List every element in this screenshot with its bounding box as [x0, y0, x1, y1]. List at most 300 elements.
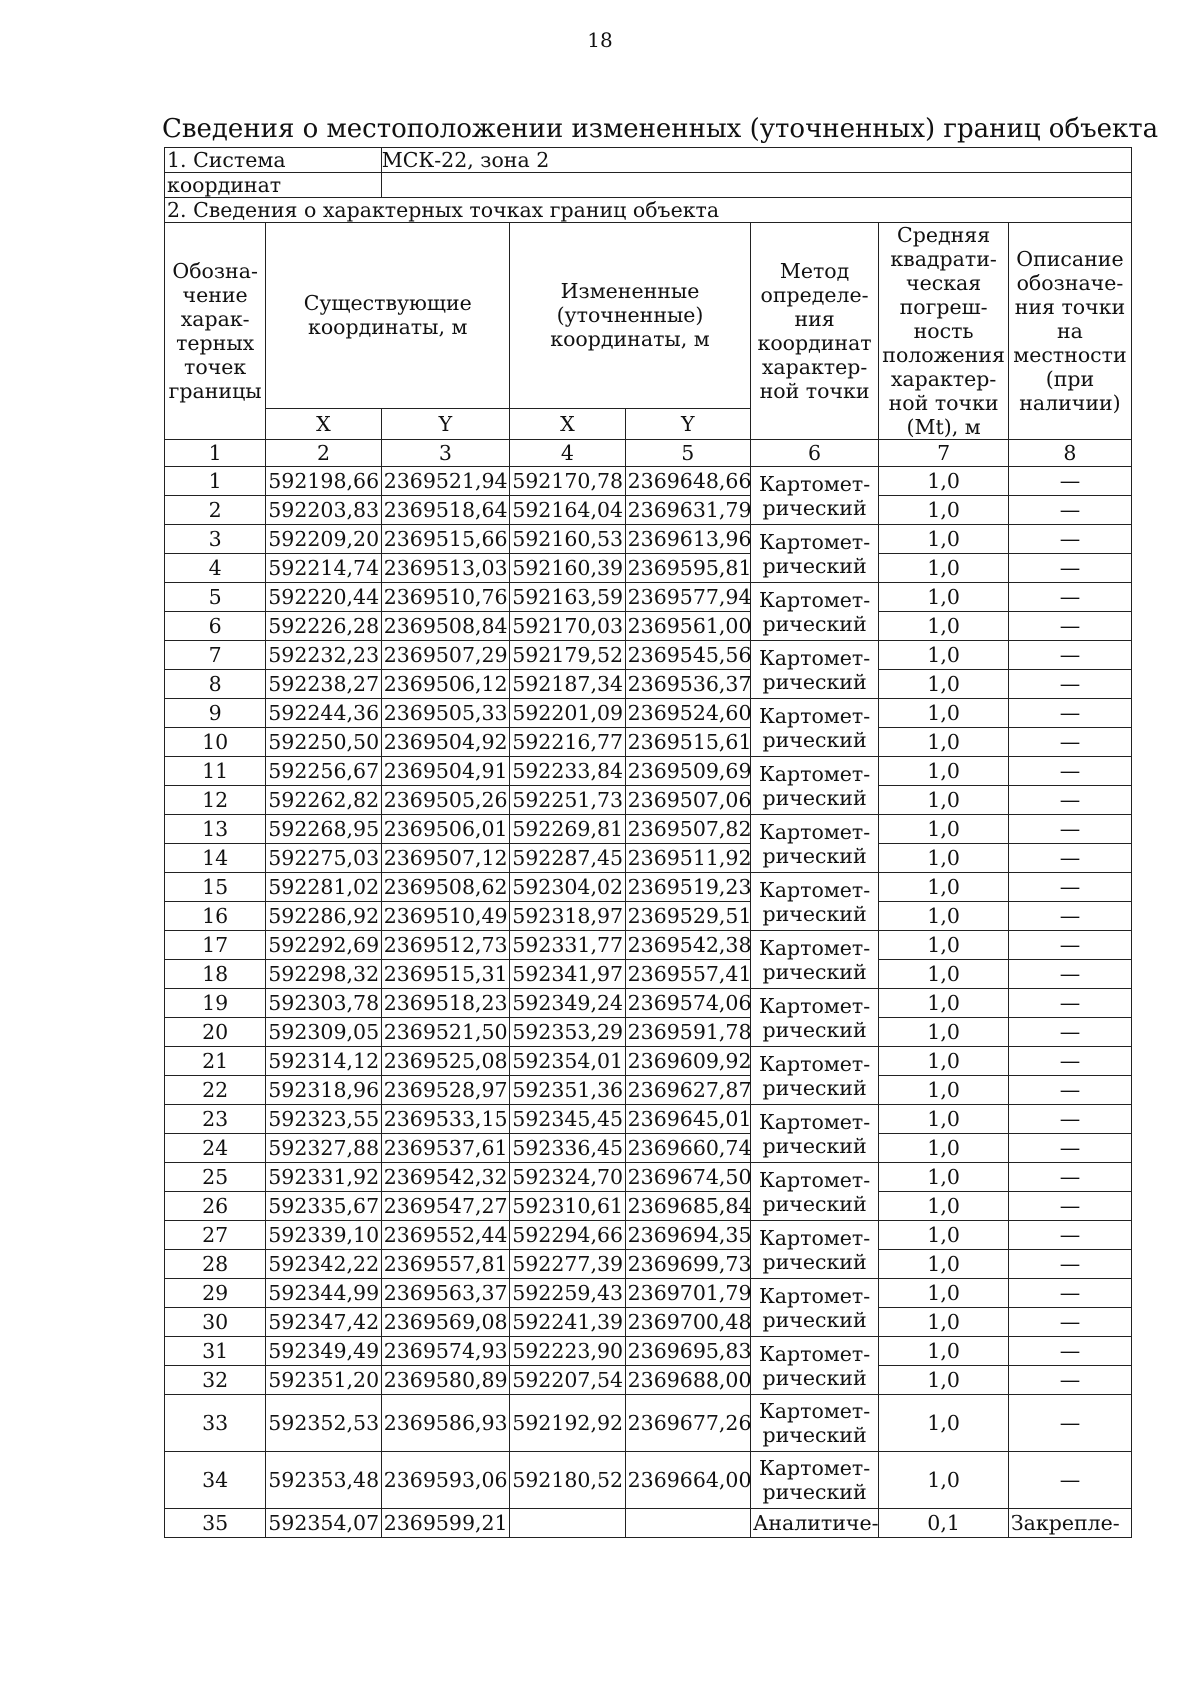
- mean-error: 1,0: [879, 757, 1009, 786]
- changed-x: 592192,92: [510, 1395, 625, 1452]
- mean-error: 1,0: [879, 1076, 1009, 1105]
- existing-x: 592203,83: [266, 496, 381, 525]
- table-row: [165, 844, 1132, 873]
- existing-y: 2369506,12: [381, 670, 509, 699]
- changed-y: 2369701,79: [625, 1279, 750, 1308]
- existing-y: 2369504,92: [381, 728, 509, 757]
- point-number: 22: [165, 1076, 266, 1105]
- existing-x: 592256,67: [266, 757, 381, 786]
- existing-x: 592198,66: [266, 467, 381, 496]
- mean-error: 1,0: [879, 902, 1009, 931]
- changed-y: 2369515,61: [625, 728, 750, 757]
- method-line-2: рический: [762, 1075, 867, 1100]
- mean-error: 1,0: [879, 467, 1009, 496]
- method-cell: [750, 757, 878, 815]
- mean-error: 1,0: [879, 844, 1009, 873]
- changed-x: 592277,39: [510, 1250, 625, 1279]
- point-number: 8: [165, 670, 266, 699]
- table-row: [165, 1134, 1132, 1163]
- mean-error: 1,0: [879, 1395, 1009, 1452]
- point-number: 10: [165, 728, 266, 757]
- method-line-2: рический: [762, 1133, 867, 1158]
- table-row: [165, 1337, 1132, 1366]
- existing-x: 592250,50: [266, 728, 381, 757]
- method-cell: [750, 583, 878, 641]
- existing-y: 2369580,89: [381, 1366, 509, 1395]
- coordinate-system-label: 1. Система: [165, 148, 382, 173]
- method-cell: [750, 873, 878, 931]
- method-line-1: Картомет-: [758, 877, 871, 902]
- description: —: [1008, 1221, 1131, 1250]
- existing-x: 592303,78: [266, 989, 381, 1018]
- changed-y: 2369694,35: [625, 1221, 750, 1250]
- point-number: 19: [165, 989, 266, 1018]
- description: —: [1008, 1076, 1131, 1105]
- description: —: [1008, 1452, 1131, 1509]
- existing-y: 2369506,01: [381, 815, 509, 844]
- point-number: 26: [165, 1192, 266, 1221]
- point-number: 23: [165, 1105, 266, 1134]
- mean-error: 1,0: [879, 1163, 1009, 1192]
- existing-x: 592354,07: [266, 1509, 381, 1538]
- method-line-2: рический: [762, 611, 867, 636]
- mean-error: 1,0: [879, 989, 1009, 1018]
- changed-x: 592259,43: [510, 1279, 625, 1308]
- method-line-1: Картомет-: [758, 1399, 871, 1423]
- mean-error: 1,0: [879, 641, 1009, 670]
- method-line-2: рический: [762, 1480, 867, 1504]
- existing-x: 592232,23: [266, 641, 381, 670]
- existing-x: 592220,44: [266, 583, 381, 612]
- section-2-heading: 2. Сведения о характерных точках границ объекта: [165, 198, 1132, 223]
- changed-x: 592233,84: [510, 757, 625, 786]
- description: —: [1008, 1279, 1131, 1308]
- changed-x: 592336,45: [510, 1134, 625, 1163]
- mean-error: 1,0: [879, 496, 1009, 525]
- changed-x: 592251,73: [510, 786, 625, 815]
- method-line-1: Картомет-: [758, 703, 871, 728]
- description: —: [1008, 496, 1131, 525]
- description: —: [1008, 960, 1131, 989]
- changed-y: 2369509,69: [625, 757, 750, 786]
- existing-x: 592286,92: [266, 902, 381, 931]
- header-method: Метод определе- ния координат характер- ной точки: [750, 223, 878, 440]
- changed-y: 2369519,23: [625, 873, 750, 902]
- existing-y: 2369505,26: [381, 786, 509, 815]
- point-number: 16: [165, 902, 266, 931]
- table-row: [165, 873, 1132, 902]
- point-number: 15: [165, 873, 266, 902]
- point-number: 4: [165, 554, 266, 583]
- changed-x: 592318,97: [510, 902, 625, 931]
- point-number: 12: [165, 786, 266, 815]
- existing-y: 2369533,15: [381, 1105, 509, 1134]
- method-cell: Аналитиче-: [750, 1509, 878, 1538]
- table-row: [165, 902, 1132, 931]
- coordinate-system-value: МСК-22, зона 2: [381, 148, 1131, 173]
- existing-y: 2369510,76: [381, 583, 509, 612]
- table-row: [165, 1163, 1132, 1192]
- method-cell: [750, 641, 878, 699]
- table-row: [165, 525, 1132, 554]
- existing-x: 592349,49: [266, 1337, 381, 1366]
- changed-x: 592223,90: [510, 1337, 625, 1366]
- point-number: 30: [165, 1308, 266, 1337]
- changed-y: 2369511,92: [625, 844, 750, 873]
- existing-y: 2369574,93: [381, 1337, 509, 1366]
- method-line-2: рический: [762, 495, 867, 520]
- existing-x: 592344,99: [266, 1279, 381, 1308]
- existing-x: 592238,27: [266, 670, 381, 699]
- changed-x: 592351,36: [510, 1076, 625, 1105]
- description: —: [1008, 989, 1131, 1018]
- mean-error: 1,0: [879, 1047, 1009, 1076]
- method-line-1: Картомет-: [758, 1283, 871, 1308]
- existing-x: 592339,10: [266, 1221, 381, 1250]
- description: —: [1008, 554, 1131, 583]
- method-cell: [750, 1395, 878, 1452]
- header-mean-error: Средняя квадрати- ческая погреш- ность положения характер- ной точки (Mt), м: [879, 223, 1009, 440]
- method-cell: [750, 1047, 878, 1105]
- point-number: 34: [165, 1452, 266, 1509]
- table-row: [165, 989, 1132, 1018]
- header-existing-coordinates: Существующие координаты, м: [266, 223, 510, 409]
- method-line-1: Картомет-: [758, 587, 871, 612]
- method-line-2: рический: [762, 1191, 867, 1216]
- changed-y: 2369645,01: [625, 1105, 750, 1134]
- existing-x: 592353,48: [266, 1452, 381, 1509]
- existing-x: 592268,95: [266, 815, 381, 844]
- method-line-1: Картомет-: [758, 1341, 871, 1366]
- existing-x: 592309,05: [266, 1018, 381, 1047]
- changed-x: 592163,59: [510, 583, 625, 612]
- mean-error: 1,0: [879, 1337, 1009, 1366]
- existing-y: 2369547,27: [381, 1192, 509, 1221]
- method-line-1: Картомет-: [758, 935, 871, 960]
- description: —: [1008, 699, 1131, 728]
- point-number: 5: [165, 583, 266, 612]
- mean-error: 1,0: [879, 1366, 1009, 1395]
- method-cell: [750, 1163, 878, 1221]
- mean-error: 1,0: [879, 728, 1009, 757]
- existing-x: 592275,03: [266, 844, 381, 873]
- changed-y: 2369648,66: [625, 467, 750, 496]
- description: —: [1008, 641, 1131, 670]
- changed-y: 2369660,74: [625, 1134, 750, 1163]
- changed-x: 592310,61: [510, 1192, 625, 1221]
- boundary-points-table: [164, 147, 1132, 1538]
- changed-x: 592180,52: [510, 1452, 625, 1509]
- table-row: [165, 786, 1132, 815]
- point-number: 13: [165, 815, 266, 844]
- existing-x: 592335,67: [266, 1192, 381, 1221]
- description: —: [1008, 670, 1131, 699]
- changed-x: 592160,53: [510, 525, 625, 554]
- method-line-1: Картомет-: [758, 1167, 871, 1192]
- header-existing-y: Y: [381, 408, 509, 439]
- changed-x: 592349,24: [510, 989, 625, 1018]
- mean-error: 1,0: [879, 1134, 1009, 1163]
- table-row: [165, 728, 1132, 757]
- existing-x: 592352,53: [266, 1395, 381, 1452]
- changed-x: 592353,29: [510, 1018, 625, 1047]
- changed-y: [625, 1509, 750, 1538]
- table-row: [165, 815, 1132, 844]
- method-cell: [750, 525, 878, 583]
- existing-y: 2369508,84: [381, 612, 509, 641]
- point-number: 1: [165, 467, 266, 496]
- point-number: 9: [165, 699, 266, 728]
- point-number: 6: [165, 612, 266, 641]
- changed-x: 592331,77: [510, 931, 625, 960]
- description: —: [1008, 583, 1131, 612]
- description: —: [1008, 1018, 1131, 1047]
- method-line-1: Картомет-: [758, 761, 871, 786]
- existing-x: 592318,96: [266, 1076, 381, 1105]
- point-number: 25: [165, 1163, 266, 1192]
- method-line-2: рический: [762, 727, 867, 752]
- method-line-2: рический: [762, 901, 867, 926]
- method-line-1: Картомет-: [758, 1456, 871, 1480]
- description: —: [1008, 815, 1131, 844]
- existing-x: 592323,55: [266, 1105, 381, 1134]
- existing-y: 2369521,94: [381, 467, 509, 496]
- method-line-1: Картомет-: [758, 1051, 871, 1076]
- existing-y: 2369507,29: [381, 641, 509, 670]
- existing-y: 2369569,08: [381, 1308, 509, 1337]
- mean-error: 1,0: [879, 525, 1009, 554]
- changed-x: 592187,34: [510, 670, 625, 699]
- changed-x: 592160,39: [510, 554, 625, 583]
- changed-x: 592164,04: [510, 496, 625, 525]
- method-cell: [750, 1105, 878, 1163]
- description: —: [1008, 1366, 1131, 1395]
- table-row: [165, 641, 1132, 670]
- point-number: 32: [165, 1366, 266, 1395]
- method-line-2: рический: [762, 1307, 867, 1332]
- changed-y: 2369524,60: [625, 699, 750, 728]
- table-row: [165, 554, 1132, 583]
- changed-y: 2369664,00: [625, 1452, 750, 1509]
- description: —: [1008, 902, 1131, 931]
- description: —: [1008, 786, 1131, 815]
- existing-y: 2369542,32: [381, 1163, 509, 1192]
- changed-x: [510, 1509, 625, 1538]
- existing-x: 592244,36: [266, 699, 381, 728]
- changed-x: 592201,09: [510, 699, 625, 728]
- header-description: Описание обозначе- ния точки на местности (при наличии): [1008, 223, 1131, 440]
- header-changed-y: Y: [625, 408, 750, 439]
- changed-x: 592341,97: [510, 960, 625, 989]
- mean-error: 1,0: [879, 815, 1009, 844]
- existing-x: 592342,22: [266, 1250, 381, 1279]
- point-number: 28: [165, 1250, 266, 1279]
- changed-y: 2369557,41: [625, 960, 750, 989]
- existing-y: 2369528,97: [381, 1076, 509, 1105]
- method-cell: [750, 1279, 878, 1337]
- table-row: [165, 583, 1132, 612]
- table-row: [165, 467, 1132, 496]
- point-number: 35: [165, 1509, 266, 1538]
- mean-error: 1,0: [879, 960, 1009, 989]
- point-number: 20: [165, 1018, 266, 1047]
- document-title: Сведения о местоположении измененных (уточненных) границ объекта: [162, 114, 1159, 144]
- existing-x: 592281,02: [266, 873, 381, 902]
- method-line-1: Картомет-: [758, 993, 871, 1018]
- description: —: [1008, 1192, 1131, 1221]
- existing-y: 2369510,49: [381, 902, 509, 931]
- method-line-1: Картомет-: [758, 645, 871, 670]
- mean-error: 1,0: [879, 1308, 1009, 1337]
- changed-x: 592287,45: [510, 844, 625, 873]
- mean-error: 1,0: [879, 1279, 1009, 1308]
- table-row: [165, 1395, 1132, 1452]
- changed-y: 2369609,92: [625, 1047, 750, 1076]
- description: —: [1008, 873, 1131, 902]
- description: —: [1008, 1134, 1131, 1163]
- table-row: [165, 1221, 1132, 1250]
- table-row: [165, 1076, 1132, 1105]
- point-number: 2: [165, 496, 266, 525]
- mean-error: 1,0: [879, 786, 1009, 815]
- existing-y: 2369518,23: [381, 989, 509, 1018]
- method-line-1: Картомет-: [758, 471, 871, 496]
- existing-x: 592226,28: [266, 612, 381, 641]
- existing-y: 2369518,64: [381, 496, 509, 525]
- existing-y: 2369504,91: [381, 757, 509, 786]
- mean-error: 1,0: [879, 670, 1009, 699]
- existing-x: 592209,20: [266, 525, 381, 554]
- point-number: 18: [165, 960, 266, 989]
- point-number: 11: [165, 757, 266, 786]
- mean-error: 1,0: [879, 699, 1009, 728]
- changed-x: 592170,78: [510, 467, 625, 496]
- table-row: [165, 612, 1132, 641]
- changed-y: 2369542,38: [625, 931, 750, 960]
- changed-x: 592354,01: [510, 1047, 625, 1076]
- table-row: [165, 1250, 1132, 1279]
- method-line-2: рический: [762, 669, 867, 694]
- point-number: 24: [165, 1134, 266, 1163]
- changed-x: 592269,81: [510, 815, 625, 844]
- mean-error: 1,0: [879, 1018, 1009, 1047]
- existing-y: 2369505,33: [381, 699, 509, 728]
- changed-x: 592179,52: [510, 641, 625, 670]
- changed-x: 592216,77: [510, 728, 625, 757]
- description: —: [1008, 1337, 1131, 1366]
- changed-y: 2369627,87: [625, 1076, 750, 1105]
- point-number: 27: [165, 1221, 266, 1250]
- table-row: [165, 1047, 1132, 1076]
- existing-x: 592262,82: [266, 786, 381, 815]
- point-number: 31: [165, 1337, 266, 1366]
- changed-y: 2369699,73: [625, 1250, 750, 1279]
- description: —: [1008, 1250, 1131, 1279]
- description: —: [1008, 1105, 1131, 1134]
- point-number: 33: [165, 1395, 266, 1452]
- changed-x: 592241,39: [510, 1308, 625, 1337]
- header-existing-x: X: [266, 408, 381, 439]
- changed-y: 2369561,00: [625, 612, 750, 641]
- changed-y: 2369577,94: [625, 583, 750, 612]
- method-cell: [750, 699, 878, 757]
- description: —: [1008, 1395, 1131, 1452]
- table-row: [165, 960, 1132, 989]
- existing-y: 2369586,93: [381, 1395, 509, 1452]
- mean-error: 0,1: [879, 1509, 1009, 1538]
- method-line-1: Картомет-: [758, 819, 871, 844]
- point-number: 17: [165, 931, 266, 960]
- method-cell: [750, 1337, 878, 1395]
- table-row: [165, 1018, 1132, 1047]
- table-row: [165, 1509, 1132, 1538]
- mean-error: 1,0: [879, 1221, 1009, 1250]
- existing-y: 2369515,31: [381, 960, 509, 989]
- description: —: [1008, 757, 1131, 786]
- point-number: 3: [165, 525, 266, 554]
- changed-x: 592170,03: [510, 612, 625, 641]
- description: —: [1008, 931, 1131, 960]
- existing-y: 2369512,73: [381, 931, 509, 960]
- point-number: 7: [165, 641, 266, 670]
- description: —: [1008, 1308, 1131, 1337]
- existing-y: 2369563,37: [381, 1279, 509, 1308]
- method-line-2: рический: [762, 1249, 867, 1274]
- description: —: [1008, 844, 1131, 873]
- changed-x: 592207,54: [510, 1366, 625, 1395]
- mean-error: 1,0: [879, 931, 1009, 960]
- changed-y: 2369536,37: [625, 670, 750, 699]
- table-row: [165, 496, 1132, 525]
- existing-y: 2369593,06: [381, 1452, 509, 1509]
- table-row: [165, 1366, 1132, 1395]
- changed-y: 2369574,06: [625, 989, 750, 1018]
- method-cell: [750, 1452, 878, 1509]
- method-cell: [750, 815, 878, 873]
- method-line-2: рический: [762, 959, 867, 984]
- existing-x: 592351,20: [266, 1366, 381, 1395]
- table-row: [165, 1308, 1132, 1337]
- changed-x: 592345,45: [510, 1105, 625, 1134]
- mean-error: 1,0: [879, 583, 1009, 612]
- method-line-1: Картомет-: [758, 529, 871, 554]
- method-cell: [750, 989, 878, 1047]
- changed-y: 2369685,84: [625, 1192, 750, 1221]
- existing-y: 2369515,66: [381, 525, 509, 554]
- changed-y: 2369631,79: [625, 496, 750, 525]
- existing-y: 2369513,03: [381, 554, 509, 583]
- table-row: [165, 1105, 1132, 1134]
- changed-y: 2369688,00: [625, 1366, 750, 1395]
- description: Закрепле-: [1008, 1509, 1131, 1538]
- existing-y: 2369521,50: [381, 1018, 509, 1047]
- changed-y: 2369545,56: [625, 641, 750, 670]
- header-changed-x: X: [510, 408, 625, 439]
- changed-y: 2369507,06: [625, 786, 750, 815]
- existing-y: 2369508,62: [381, 873, 509, 902]
- table-row: [165, 931, 1132, 960]
- existing-y: 2369537,61: [381, 1134, 509, 1163]
- existing-x: 592347,42: [266, 1308, 381, 1337]
- column-number-row: 1 2 3 4 5 6 7 8: [165, 440, 1132, 467]
- coordinate-system-label-cont: координат: [165, 173, 382, 198]
- changed-y: 2369677,26: [625, 1395, 750, 1452]
- existing-x: 592331,92: [266, 1163, 381, 1192]
- mean-error: 1,0: [879, 554, 1009, 583]
- method-line-2: рический: [762, 553, 867, 578]
- changed-x: 592304,02: [510, 873, 625, 902]
- point-number: 21: [165, 1047, 266, 1076]
